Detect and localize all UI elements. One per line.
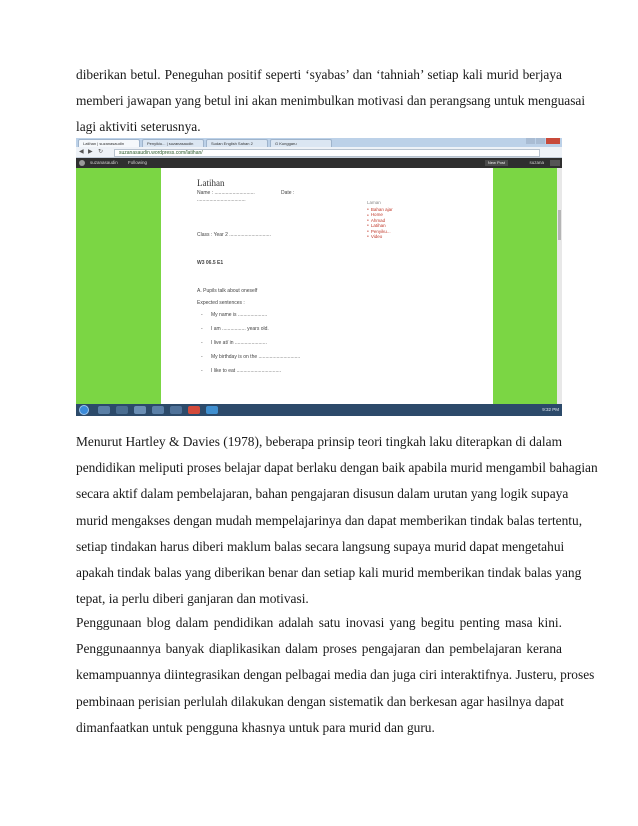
text-line: secara aktif dalam pembelajaran, bahan pengajaran disusun dalam urutan yang logik supaya	[76, 486, 569, 502]
site-name: suzanasaudin	[90, 160, 118, 165]
section-heading: A. Pupils talk about oneself	[197, 288, 258, 294]
app-icon	[188, 406, 200, 414]
widget-link: ● Latihan	[367, 223, 393, 228]
name-label: Name : .............................	[197, 190, 255, 196]
text-line: apakah tindak balas yang diberikan benar dan setiap kali murid memberikan tindak balas yang	[76, 565, 582, 581]
text-line: lagi aktiviti seterusnya.	[76, 119, 201, 135]
user-name: suzana	[529, 160, 544, 165]
chrome-icon	[206, 406, 218, 414]
text-line: dimanfaatkan untuk pengguna khasnya untuk para murid dan guru.	[76, 719, 435, 735]
text-line: Penggunaannya banyak diaplikasikan dalam proses pengajaran dan pembelajaran kerana	[76, 641, 562, 657]
window-controls	[526, 138, 560, 145]
text-line: murid mengakses dengan mudah mempelajarinya dan dapat memberikan tindak balas tertentu,	[76, 512, 583, 528]
scrollbar	[557, 168, 562, 404]
text-line: Penggunaan blog dalam pendidikan adalah satu inovasi yang begitu penting masa kini.	[76, 615, 562, 630]
search-icon	[550, 160, 560, 166]
folder-icon	[134, 406, 146, 414]
page-title: Latihan	[197, 178, 225, 188]
media-icon	[116, 406, 128, 414]
widget-link: ● Home	[367, 212, 393, 217]
app-icon	[152, 406, 164, 414]
text-line: setiap tindakan harus diberi maklum balas secara langsung supaya murid dapat mengetahui	[76, 538, 565, 554]
widget-link: ● Bahan ajar	[367, 207, 393, 212]
wordpress-admin-bar	[76, 158, 562, 168]
explorer-icon	[98, 406, 110, 414]
reload-icon: ↻	[98, 149, 104, 155]
windows-taskbar	[76, 404, 562, 416]
text-line: diberikan betul. Peneguhan positif seperti ‘syabas’ dan ‘tahniah’ setiap kali murid berjaya	[76, 67, 562, 82]
forward-icon: ▶	[88, 149, 93, 155]
sentence-item: My birthday is on the ..............................	[211, 354, 301, 360]
sentence-item: My name is .....................	[211, 312, 268, 318]
embedded-screenshot	[76, 138, 562, 416]
url-field: suzanasaudin.wordpress.com/latihan/	[114, 149, 540, 157]
paragraph-2	[76, 429, 598, 612]
pages-widget	[367, 200, 393, 239]
paragraph-1	[76, 62, 586, 141]
system-clock: 9:32 PM	[542, 407, 559, 412]
browser-tab: Penyikiu... | suzanasaudin	[142, 139, 204, 147]
text-line: Menurut Hartley & Davies (1978), beberapa prinsip teori tingkah laku diterapkan di dalam	[76, 434, 563, 449]
widget-link: ● Video	[367, 234, 393, 239]
start-button-icon	[79, 405, 89, 415]
app-icon	[170, 406, 182, 414]
widget-heading: Laman	[367, 200, 381, 205]
widget-link: ● Penyiku...	[367, 229, 393, 234]
lesson-code: W3 06.5 E1	[197, 260, 224, 266]
browser-tab: Latihan | suzanasaudin	[78, 139, 140, 147]
browser-tab-bar	[76, 138, 562, 147]
text-line: pendidikan meliputi proses belajar dapat berlaku dengan baik apabila murid mengambil bahagian	[76, 460, 598, 476]
sentence-item: I am ................. years old.	[211, 326, 269, 332]
widget-link: ● Ahmad	[367, 218, 393, 223]
address-bar	[76, 147, 562, 158]
following-link: Following	[128, 160, 148, 165]
text-line: kemampuannya diintegrasikan dengan pelbagai media dan juga ciri interaktifnya. Justeru, proses	[76, 667, 595, 683]
text-line: memberi jawapan yang betul ini akan menimbulkan motivasi dan perangsang untuk menguasai	[76, 93, 586, 109]
text-line: tepat, ia perlu diberi ganjaran dan motivasi.	[76, 591, 309, 607]
name-dots: ...................................	[197, 197, 246, 203]
paragraph-3	[76, 610, 595, 741]
class-label: Class : Year 2 ..............................	[197, 232, 271, 238]
browser-tab: Sudan English Sahan 2	[206, 139, 268, 147]
sentence-item: I like to eat ................................	[211, 368, 282, 374]
back-icon: ◀	[79, 149, 84, 155]
browser-tab: G Kunggaru	[270, 139, 332, 147]
sentence-item: I live at/ in .......................	[211, 340, 267, 346]
date-label: Date :	[281, 190, 295, 196]
new-post-button: New Post	[485, 160, 508, 166]
wordpress-logo-icon	[79, 160, 85, 166]
expected-label: Expected sentences :	[197, 300, 245, 306]
blog-page: Latihan Name : ............................. Date : ................................... Class : Year 2 .............................. W3 06.5 E1 A. Pupils talk about oneself Expected sentences : - My name is ..................... - I am ................. years old. - I live at/ in ....................... - My birthday is on the .............................. - I like to eat ................................ Laman ● Bahan ajar ● Home ● Ahmad ● Latihan ● Penyiku... ● Video	[161, 168, 493, 404]
text-line: pembinaan perisian perlulah dilakukan dengan sistematik dan berkesan agar hasilnya dapat	[76, 693, 564, 709]
